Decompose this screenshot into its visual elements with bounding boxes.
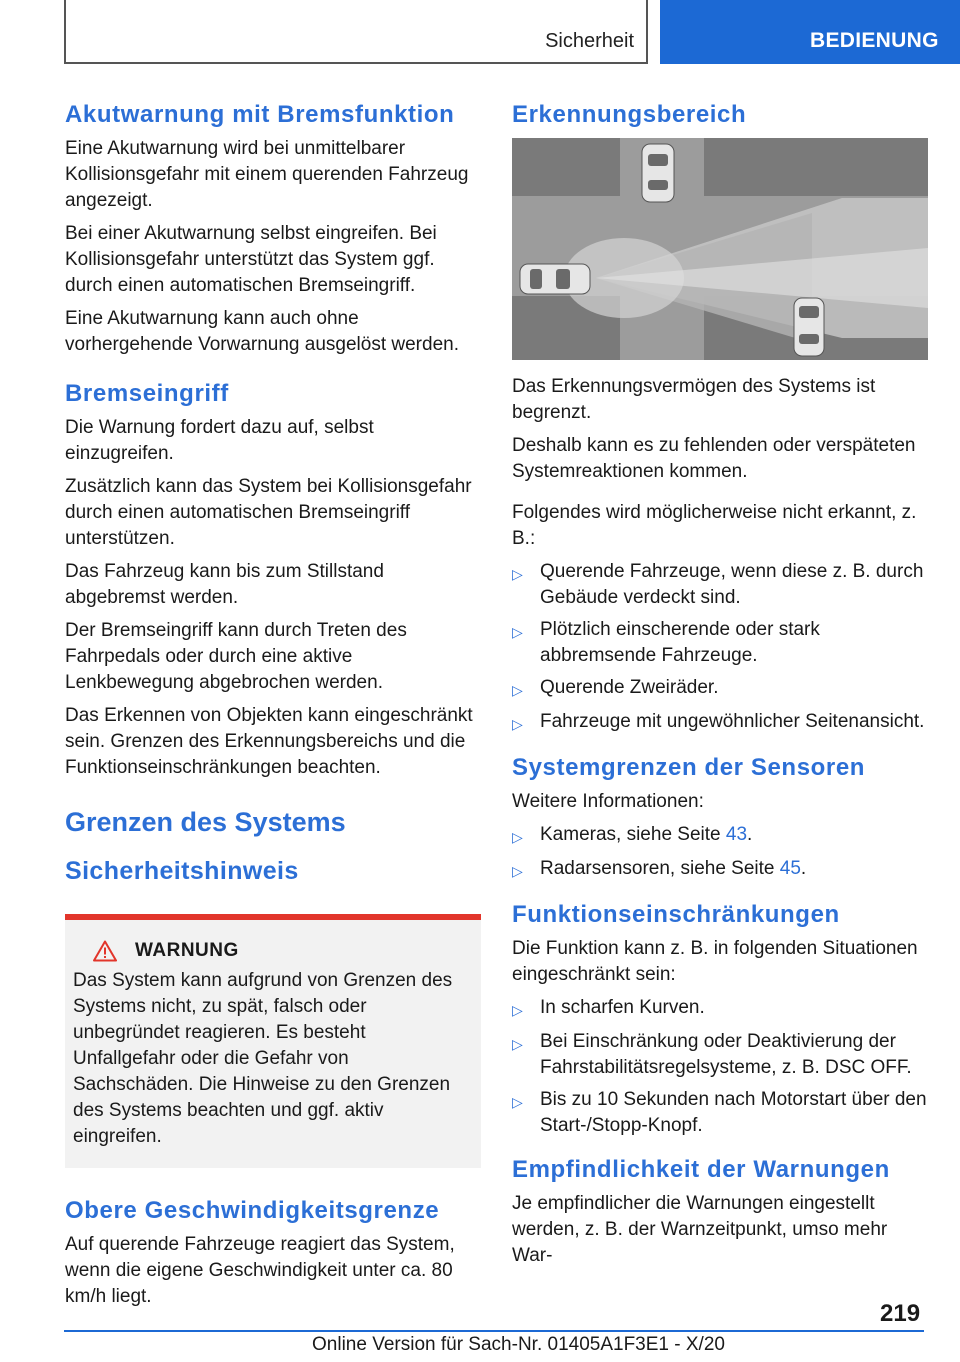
list-item: ▷ Fahrzeuge mit ungewöhnlicher Seitenansicht. — [512, 709, 932, 737]
paragraph: Der Bremseingriff kann durch Treten des Fahrpedals oder durch eine aktive Lenkbewegung abgebrochen werden. — [65, 620, 407, 693]
bullet-triangle-icon: ▷ — [512, 1002, 523, 1018]
paragraph: Das Fahrzeug kann bis zum Stillstand abgebremst werden. — [65, 561, 384, 608]
car-bottom-icon — [794, 298, 824, 356]
warning-triangle-icon — [93, 940, 117, 962]
paragraph: Folgendes wird möglicherweise nicht erkannt, z. B.: — [512, 502, 917, 549]
list-item: ▷ Querende Zweiräder. — [512, 675, 932, 703]
car-top-icon — [642, 144, 674, 202]
paragraph: Das Erkennen von Objekten kann eingeschränkt sein. Grenzen des Erkennungsbereichs und die Funktionseinschränkungen beachten. — [65, 705, 473, 778]
warning-title: WARNUNG — [135, 939, 239, 961]
car-own-icon — [520, 264, 590, 294]
bullet-triangle-icon: ▷ — [512, 829, 523, 845]
warning-header — [93, 940, 473, 962]
bullet-triangle-icon: ▷ — [512, 716, 523, 732]
warning-box — [65, 914, 481, 1168]
paragraph: Je empfindlicher die Warnungen eingestellt werden, z. B. der Warnzeitpunkt, umso mehr War- — [512, 1193, 888, 1266]
footer-online-version: Online Version für Sach-Nr. 01405A1F3E1 - X/20 — [312, 1334, 725, 1355]
bullet-triangle-icon: ▷ — [512, 1036, 523, 1052]
bullet-triangle-icon: ▷ — [512, 624, 523, 640]
page-number: 219 — [880, 1300, 921, 1327]
paragraph: Deshalb kann es zu fehlenden oder verspäteten Systemreaktionen kommen. — [512, 435, 916, 482]
heading-empfindlichkeit: Empfindlichkeit der Warnungen — [512, 1156, 890, 1183]
paragraph: Eine Akutwarnung kann auch ohne vorhergehende Vorwarnung ausgelöst werden. — [65, 308, 459, 355]
paragraph: Die Warnung fordert dazu auf, selbst einzugreifen. — [65, 417, 374, 464]
paragraph: Eine Akutwarnung wird bei unmittelbarer Kollisionsgefahr mit einem querenden Fahrzeug angezeigt. — [65, 138, 469, 211]
heading-funktionseinschraenkungen: Funktionseinschränkungen — [512, 901, 840, 928]
heading-erkennungsbereich: Erkennungsbereich — [512, 101, 747, 128]
page-link-kameras[interactable]: 43 — [725, 824, 748, 845]
heading-bremseingriff: Bremseingriff — [65, 380, 229, 407]
page-link-radarsensoren[interactable]: 45 — [779, 858, 801, 879]
heading-akutwarnung: Akutwarnung mit Bremsfunktion — [65, 101, 455, 128]
sensor-list — [512, 822, 932, 884]
heading-sicherheitshinweis: Sicherheitshinweis — [65, 857, 299, 886]
erkennung-list — [512, 559, 932, 737]
list-item: ▷ Bei Einschränkung oder Deaktivierung der Fahrstabilitätsregelsysteme, z. B. DSC OFF. — [512, 1029, 932, 1081]
bullet-triangle-icon: ▷ — [512, 566, 523, 582]
bullet-triangle-icon: ▷ — [512, 1094, 523, 1110]
bullet-triangle-icon: ▷ — [512, 682, 523, 698]
funktion-list — [512, 995, 932, 1139]
paragraph: Auf querende Fahrzeuge reagiert das System, wenn die eigene Geschwindigkeit unter ca. 80 km/h liegt. — [65, 1233, 455, 1307]
left-column — [65, 100, 483, 1317]
paragraph: Das Erkennungsvermögen des Systems ist begrenzt. — [512, 376, 876, 423]
list-item: ▷ In scharfen Kurven. — [512, 995, 932, 1023]
list-item: ▷ Plötzlich einscherende oder stark abbremsende Fahrzeuge. — [512, 617, 932, 669]
heading-obere-geschwindigkeitsgrenze: Obere Geschwindigkeitsgrenze — [65, 1196, 440, 1224]
list-item: ▷ Kameras, siehe Seite 43. — [512, 822, 932, 850]
list-item: ▷ Radarsensoren, siehe Seite 45. — [512, 856, 932, 884]
header-section-title: Sicherheit — [545, 30, 634, 52]
list-item: ▷ Querende Fahrzeuge, wenn diese z. B. durch Gebäude verdeckt sind. — [512, 559, 932, 611]
paragraph: Bei einer Akutwarnung selbst eingreifen. Bei Kollisionsgefahr unterstützt das System ggf. durch einen automatischen Bremseingriff. — [65, 223, 437, 296]
paragraph: Zusätzlich kann das System bei Kollisionsgefahr durch einen automatischen Bremseingriff unterstützen. — [65, 476, 472, 549]
header-chapter-tab: BEDIENUNG — [660, 0, 960, 64]
footer-divider — [64, 1330, 924, 1332]
right-column — [512, 100, 932, 1276]
warning-text: Das System kann aufgrund von Grenzen des Systems nicht, zu spät, falsch oder unbegründet reagieren. Es besteht Unfallgefahr oder die Gefahr von Sachschäden. Die Hinweise zu den Grenzen des Systems beachten und ggf. aktiv eingreifen. — [73, 969, 453, 1147]
list-item: ▷ Bis zu 10 Sekunden nach Motorstart über den Start-/Stopp-Knopf. — [512, 1087, 932, 1139]
paragraph: Weitere Informationen: — [512, 791, 704, 812]
paragraph: Die Funktion kann z. B. in folgenden Situationen eingeschränkt sein: — [512, 938, 918, 985]
bullet-triangle-icon: ▷ — [512, 863, 523, 879]
heading-grenzen-des-systems: Grenzen des Systems — [65, 807, 346, 837]
detection-area-illustration — [512, 138, 928, 360]
header-frame — [64, 0, 648, 64]
heading-systemgrenzen-sensoren: Systemgrenzen der Sensoren — [512, 754, 866, 781]
